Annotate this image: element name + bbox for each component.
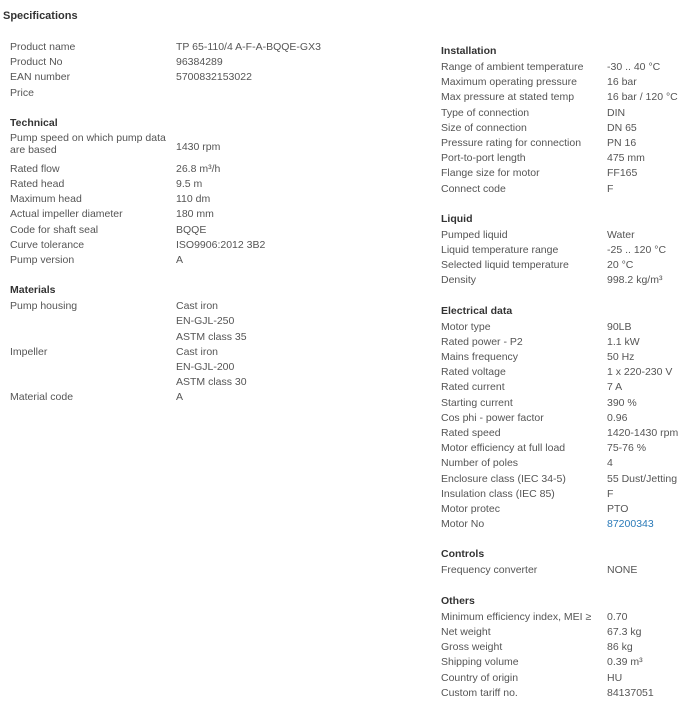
spec-label: EAN number [10,71,71,84]
spec-row [10,132,430,162]
spec-label [10,330,176,345]
spec-row [441,320,696,335]
spec-value: FF165 [607,167,638,180]
spec-value: -25 .. 120 °C [607,244,667,257]
spec-value: 1420-1430 rpm [607,427,679,440]
spec-row [441,243,696,258]
spec-value: BQQE [176,223,207,236]
section-electrical [441,303,696,533]
spec-row [441,75,696,90]
spec-value: DIN [607,106,626,119]
spec-label: Minimum efficiency index, MEI ≥ [441,610,592,623]
spec-value: 180 mm [176,208,214,221]
spec-label: Rated head [10,178,65,191]
spec-row [441,441,696,456]
spec-label: Density [441,274,477,287]
spec-label: Insulation class (IEC 85) [441,487,555,500]
section-title-technical: Technical [10,116,58,129]
section-liquid [441,211,696,289]
spec-label: Code for shaft seal [10,223,99,236]
spec-value: 55 Dust/Jetting [607,472,678,485]
spec-label: Max pressure at stated temp [441,91,575,104]
section-title-materials: Materials [10,284,56,297]
spec-row [441,487,696,502]
spec-row [441,610,696,625]
spec-value: 50 Hz [607,351,635,364]
spec-label: Maximum operating pressure [441,76,577,89]
spec-row [441,365,696,380]
spec-row [10,390,430,405]
spec-label: Impeller [10,345,48,358]
spec-row [441,228,696,243]
spec-value: -30 .. 40 °C [607,61,661,73]
spec-row [441,258,696,273]
section-materials [10,282,430,405]
spec-row [441,166,696,181]
spec-label: Motor efficiency at full load [441,442,566,455]
spec-label: Cos phi - power factor [441,411,544,424]
spec-label: Custom tariff no. [441,686,518,699]
spec-value: NONE [607,564,638,577]
spec-value: 7 A [607,381,623,394]
spec-value: 86 kg [607,641,633,654]
spec-value: 16 bar / 120 °C [607,91,678,104]
spec-value: F [607,487,614,500]
section-general [10,40,430,101]
spec-value: F [607,182,614,195]
spec-label: Pressure rating for connection [441,137,582,150]
section-title-liquid: Liquid [441,212,473,225]
spec-label: Price [10,86,34,99]
spec-row [441,411,696,426]
spec-row [441,517,696,532]
spec-row [441,151,696,166]
spec-row [441,502,696,517]
spec-value: 998.2 kg/m³ [607,274,663,287]
spec-row [10,177,430,192]
spec-value: 475 mm [607,152,645,165]
spec-value: PTO [607,503,629,516]
spec-label: Selected liquid temperature [441,259,569,272]
section-title-installation: Installation [441,45,497,57]
spec-value: 4 [607,457,613,470]
spec-label: Pump version [10,254,75,267]
spec-value: 26.8 m³/h [176,162,221,175]
spec-row [10,375,430,390]
spec-value: 0.70 [607,610,628,623]
spec-label: Shipping volume [441,656,519,669]
spec-row [10,162,430,177]
spec-value: 1.1 kW [607,335,640,348]
spec-row [10,223,430,238]
spec-label: Enclosure class (IEC 34-5) [441,472,566,485]
spec-value-link[interactable]: 87200343 [607,518,654,531]
spec-row [441,273,696,288]
spec-row [441,456,696,471]
spec-value: 75-76 % [607,442,647,455]
spec-row [441,380,696,395]
spec-label: Motor No [441,518,485,531]
spec-row [441,671,696,686]
spec-value: 390 % [607,396,637,409]
spec-row [10,360,430,375]
spec-value: DN 65 [607,121,637,134]
spec-label: Product name [10,41,76,53]
spec-label: Material code [10,391,74,404]
section-title-electrical: Electrical data [441,304,513,317]
spec-row [441,182,696,197]
spec-label: Pumped liquid [441,228,508,241]
spec-row [441,426,696,441]
spec-label: Range of ambient temperature [441,61,584,73]
section-technical [10,115,430,268]
spec-row [441,60,696,75]
spec-value: 96384289 [176,56,223,69]
spec-value: TP 65-110/4 A-F-A-BQQE-GX3 [176,41,321,53]
spec-row [10,238,430,253]
spec-label: Rated current [441,381,505,394]
spec-label: Pump housing [10,300,78,313]
spec-label: Net weight [441,625,491,638]
spec-row [441,90,696,105]
spec-row [10,86,430,101]
spec-label: Gross weight [441,641,503,654]
spec-row [441,655,696,670]
spec-value: 1430 rpm [176,140,221,153]
spec-row [441,472,696,487]
spec-label: Connect code [441,182,506,195]
spec-label: Liquid temperature range [441,244,559,257]
spec-label: Rated speed [441,427,501,440]
spec-label: Actual impeller diameter [10,208,123,221]
section-installation [441,43,696,197]
spec-value: ASTM class 35 [176,330,247,343]
spec-value: 20 °C [607,259,634,272]
spec-row [441,396,696,411]
spec-label: Number of poles [441,457,519,470]
spec-label: Product No [10,56,63,69]
spec-value: 67.3 kg [607,625,642,638]
spec-value: Cast iron [176,345,219,358]
spec-value [176,86,430,101]
spec-value: Cast iron [176,300,219,313]
spec-value: A [176,254,184,267]
spec-row [10,314,430,329]
spec-value: HU [607,671,623,684]
spec-label: Curve tolerance [10,238,85,251]
section-title-others: Others [441,594,475,607]
spec-row [10,299,430,314]
spec-value: 110 dm [176,193,211,206]
spec-label [10,375,176,390]
spec-label: Country of origin [441,671,519,684]
spec-row [441,640,696,655]
spec-label: Pump speed on which pump data are based [10,131,166,156]
spec-label: Flange size for motor [441,167,540,180]
spec-row [441,335,696,350]
spec-label: Frequency converter [441,564,538,577]
spec-row [10,253,430,268]
spec-row [441,686,696,701]
spec-row [10,55,430,70]
spec-label: Type of connection [441,106,530,119]
spec-value: EN-GJL-250 [176,315,235,328]
spec-value: ISO9906:2012 3B2 [176,238,266,251]
spec-row [10,345,430,360]
spec-label: Rated voltage [441,366,506,379]
spec-row [441,563,696,578]
spec-label: Rated power - P2 [441,335,523,348]
spec-value: A [176,391,184,404]
spec-label: Port-to-port length [441,152,526,165]
spec-value: 84137051 [607,686,654,699]
section-controls [441,546,696,578]
spec-row [10,192,430,207]
spec-value: 5700832153022 [176,71,252,84]
spec-row [10,207,430,222]
spec-value: 9.5 m [176,178,203,191]
spec-value: 16 bar [607,76,637,89]
spec-row [10,70,430,85]
spec-value: 1 x 220-230 V [607,366,673,379]
spec-label: Mains frequency [441,351,519,364]
spec-label: Motor protec [441,503,500,516]
spec-label [10,314,176,329]
page-title: Specifications [3,10,78,22]
spec-value: 0.39 m³ [607,656,643,669]
spec-row [10,40,430,55]
spec-row [441,136,696,151]
spec-row [441,625,696,640]
spec-row [10,330,430,345]
spec-label [10,360,176,375]
section-title-controls: Controls [441,548,485,561]
section-others [441,593,696,701]
spec-label: Rated flow [10,162,60,175]
spec-value: 90LB [607,320,632,333]
spec-label: Size of connection [441,121,527,134]
left-column [10,40,430,420]
spec-value: 0.96 [607,411,628,424]
spec-row [441,350,696,365]
spec-value: EN-GJL-200 [176,361,235,374]
spec-row [441,106,696,121]
right-column [441,40,696,715]
spec-value: ASTM class 30 [176,376,247,389]
spec-label: Maximum head [10,193,82,206]
spec-row [441,121,696,136]
spec-value: Water [607,228,635,241]
spec-label: Motor type [441,320,491,333]
spec-value: PN 16 [607,137,637,150]
spec-label: Starting current [441,396,513,409]
